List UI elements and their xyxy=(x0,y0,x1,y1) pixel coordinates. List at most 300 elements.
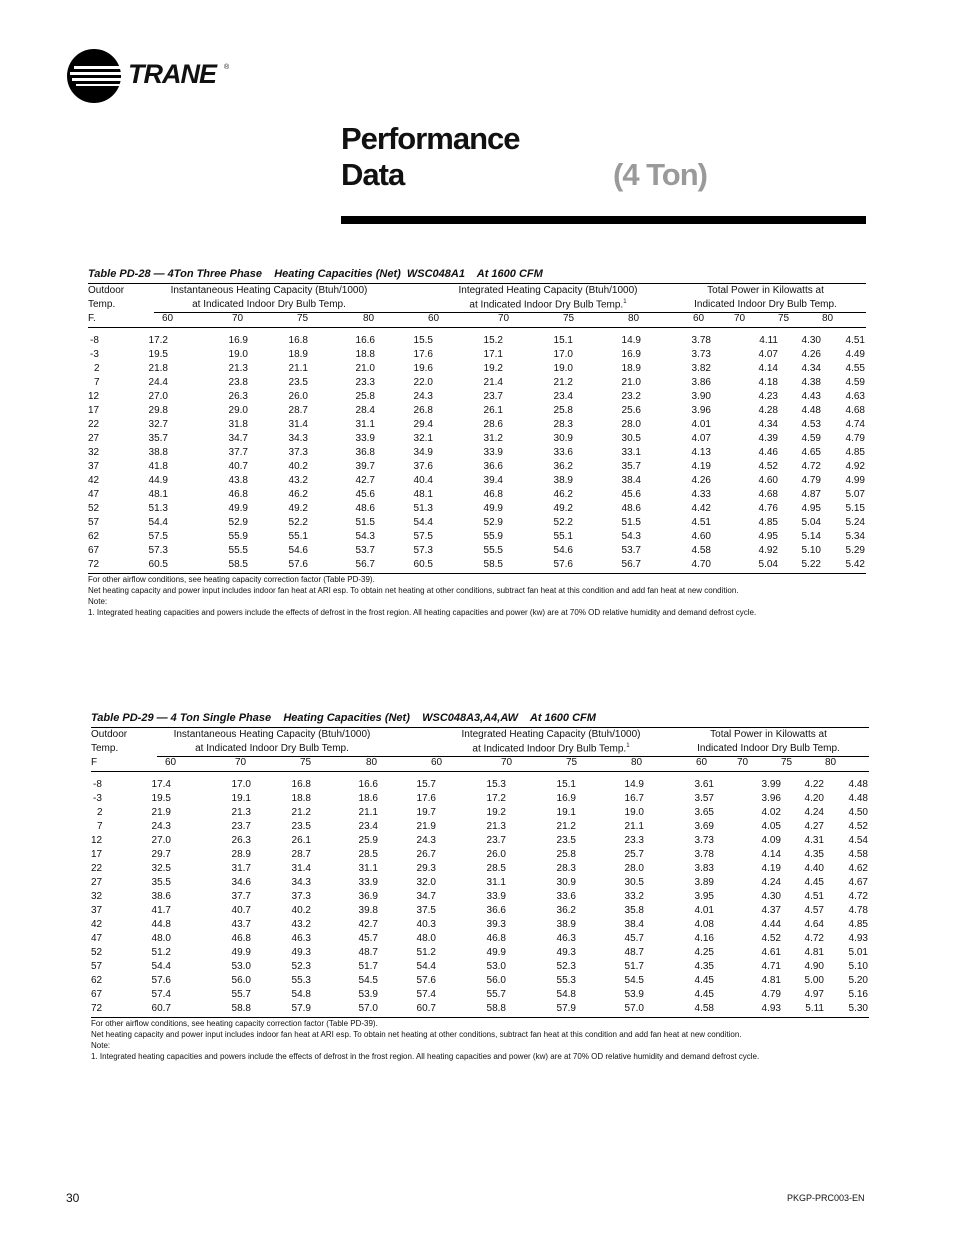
value-cell: 56.7 xyxy=(621,559,641,570)
value-cell: 21.4 xyxy=(483,377,503,388)
table-row xyxy=(88,335,866,349)
value-cell: 55.7 xyxy=(231,989,251,1000)
value-cell: 4.02 xyxy=(761,807,781,818)
value-cell: 54.6 xyxy=(288,545,308,556)
value-cell: 4.52 xyxy=(758,461,778,472)
value-cell: 28.0 xyxy=(624,863,644,874)
value-cell: 28.0 xyxy=(621,419,641,430)
value-cell: 16.9 xyxy=(556,793,576,804)
value-cell: 23.5 xyxy=(291,821,311,832)
value-cell: 46.8 xyxy=(486,933,506,944)
value-cell: 41.8 xyxy=(148,461,168,472)
table-header xyxy=(88,283,866,328)
table-row xyxy=(91,961,869,975)
value-cell: 5.11 xyxy=(805,1003,824,1014)
value-cell: 25.7 xyxy=(624,849,644,860)
value-cell: 18.8 xyxy=(355,349,375,360)
value-cell: 4.42 xyxy=(691,503,711,514)
note-line: Net heating capacity and power input includes indoor fan heat at ARI esp. To obtain net heating at other conditions, subtract fan heat at this condition and add fan heat at new condition. xyxy=(88,586,739,595)
group-header-line1: Instantaneous Heating Capacity (Btuh/1000) xyxy=(173,729,371,740)
value-cell: 17.4 xyxy=(151,779,171,790)
value-cell: 46.8 xyxy=(483,489,503,500)
value-cell: 57.9 xyxy=(291,1003,311,1014)
value-cell: 51.2 xyxy=(151,947,171,958)
value-cell: 27.0 xyxy=(148,391,168,402)
outdoor-temp-cell: 32 xyxy=(91,891,103,902)
table-row xyxy=(88,447,866,461)
value-cell: 51.3 xyxy=(413,503,433,514)
value-cell: 44.8 xyxy=(151,919,171,930)
title-line-1: Performance xyxy=(341,121,520,156)
value-cell: 57.6 xyxy=(288,559,308,570)
value-cell: 4.67 xyxy=(848,877,868,888)
value-cell: 5.42 xyxy=(845,559,865,570)
value-cell: 49.9 xyxy=(483,503,503,514)
sub-temp-header: 60 xyxy=(431,757,443,768)
value-cell: 19.0 xyxy=(624,807,644,818)
value-cell: 4.52 xyxy=(848,821,868,832)
value-cell: 35.7 xyxy=(621,461,641,472)
table-row xyxy=(88,545,866,559)
value-cell: 37.3 xyxy=(291,891,311,902)
value-cell: 33.9 xyxy=(483,447,503,458)
value-cell: 42.7 xyxy=(358,919,378,930)
outdoor-temp-cell: 47 xyxy=(91,933,103,944)
value-cell: 4.63 xyxy=(845,391,865,402)
value-cell: 4.26 xyxy=(801,349,821,360)
value-cell: 23.7 xyxy=(483,391,503,402)
value-cell: 5.14 xyxy=(801,531,821,542)
value-cell: 49.9 xyxy=(486,947,506,958)
value-cell: 21.2 xyxy=(556,821,576,832)
value-cell: 33.1 xyxy=(621,447,641,458)
value-cell: 16.8 xyxy=(291,779,311,790)
sub-temp-header: 80 xyxy=(363,313,375,324)
value-cell: 44.9 xyxy=(148,475,168,486)
group-header-line2 xyxy=(436,743,666,754)
value-cell: 15.5 xyxy=(413,335,433,346)
table-row xyxy=(88,517,866,531)
sub-temp-header: 60 xyxy=(428,313,440,324)
value-cell: 46.8 xyxy=(231,933,251,944)
value-cell: 4.78 xyxy=(848,905,868,916)
value-cell: 26.1 xyxy=(291,835,311,846)
value-cell: 34.7 xyxy=(228,433,248,444)
value-cell: 51.5 xyxy=(355,517,375,528)
value-cell: 3.83 xyxy=(694,863,714,874)
value-cell: 49.3 xyxy=(291,947,311,958)
value-cell: 4.74 xyxy=(845,419,865,430)
value-cell: 54.4 xyxy=(416,961,436,972)
outdoor-temp-cell: 52 xyxy=(91,947,103,958)
outdoor-temp-cell: 42 xyxy=(91,919,103,930)
temp-label: Temp. xyxy=(88,299,116,310)
value-cell: 19.0 xyxy=(228,349,248,360)
sub-temp-header: 80 xyxy=(631,757,643,768)
value-cell: 4.99 xyxy=(845,475,865,486)
value-cell: 23.7 xyxy=(231,821,251,832)
value-cell: 21.3 xyxy=(486,821,506,832)
value-cell: 4.11 xyxy=(759,335,778,346)
value-cell: 5.34 xyxy=(845,531,865,542)
sub-temp-header: 70 xyxy=(734,313,746,324)
group-header-line2 xyxy=(154,299,384,310)
value-cell: 40.7 xyxy=(228,461,248,472)
note-line: 1. Integrated heating capacities and powers include the effects of defrost in the frost region. All heating capacities and power (kw) are at 70% OD relative humidity and demand defrost cycle. xyxy=(88,608,757,617)
value-cell: 23.2 xyxy=(621,391,641,402)
value-cell: 49.3 xyxy=(556,947,576,958)
value-cell: 4.79 xyxy=(801,475,821,486)
table-caption: Table PD-29 — 4 Ton Single Phase Heating Capacities (Net) WSC048A3,A4,AW At 1600 CFM xyxy=(91,712,596,724)
value-cell: 25.9 xyxy=(358,835,378,846)
value-cell: 4.62 xyxy=(848,863,868,874)
table-row xyxy=(91,919,869,933)
outdoor-temp-cell: 72 xyxy=(88,559,100,570)
sub-temp-header: 75 xyxy=(778,313,790,324)
note-line: Net heating capacity and power input includes indoor fan heat at ARI esp. To obtain net heating at other conditions, subtract fan heat at this condition and add fan heat at new condition. xyxy=(91,1030,742,1039)
note-line: For other airflow conditions, see heating capacity correction factor (Table PD-39). xyxy=(91,1019,378,1028)
value-cell: 38.4 xyxy=(621,475,641,486)
value-cell: 3.96 xyxy=(691,405,711,416)
value-cell: 21.9 xyxy=(416,821,436,832)
value-cell: 16.9 xyxy=(228,335,248,346)
table-row xyxy=(88,433,866,447)
value-cell: 17.2 xyxy=(486,793,506,804)
table-row xyxy=(91,1003,869,1017)
value-cell: 46.2 xyxy=(288,489,308,500)
value-cell: 58.5 xyxy=(483,559,503,570)
value-cell: 23.4 xyxy=(358,821,378,832)
value-cell: 34.3 xyxy=(288,433,308,444)
value-cell: 4.85 xyxy=(845,447,865,458)
value-cell: 19.1 xyxy=(556,807,576,818)
value-cell: 51.3 xyxy=(148,503,168,514)
value-cell: 57.4 xyxy=(416,989,436,1000)
value-cell: 33.9 xyxy=(358,877,378,888)
value-cell: 33.9 xyxy=(486,891,506,902)
value-cell: 3.61 xyxy=(694,779,714,790)
group-header-line1: Integrated Heating Capacity (Btuh/1000) xyxy=(458,285,638,296)
value-cell: 4.59 xyxy=(801,433,821,444)
value-cell: 52.3 xyxy=(556,961,576,972)
value-cell: 4.07 xyxy=(691,433,711,444)
value-cell: 45.6 xyxy=(621,489,641,500)
page-subtitle: (4 Ton) xyxy=(613,157,708,192)
group-header-line2 xyxy=(433,299,663,310)
value-cell: 48.7 xyxy=(624,947,644,958)
value-cell: 4.48 xyxy=(848,793,868,804)
value-cell: 4.07 xyxy=(758,349,778,360)
table-row xyxy=(88,531,866,545)
value-cell: 4.22 xyxy=(804,779,824,790)
value-cell: 36.6 xyxy=(483,461,503,472)
outdoor-temp-cell: 57 xyxy=(88,517,100,528)
value-cell: 4.09 xyxy=(761,835,781,846)
value-cell: 4.48 xyxy=(801,405,821,416)
value-cell: 4.60 xyxy=(758,475,778,486)
value-cell: 21.3 xyxy=(231,807,251,818)
value-cell: 18.6 xyxy=(358,793,378,804)
value-cell: 5.01 xyxy=(848,947,868,958)
unit-label: F xyxy=(91,757,98,768)
value-cell: 4.24 xyxy=(761,877,781,888)
value-cell: 28.6 xyxy=(483,419,503,430)
value-cell: 15.1 xyxy=(556,779,576,790)
value-cell: 4.97 xyxy=(804,989,824,1000)
value-cell: 4.85 xyxy=(848,919,868,930)
value-cell: 39.8 xyxy=(358,905,378,916)
value-cell: 4.45 xyxy=(804,877,824,888)
value-cell: 57.0 xyxy=(624,1003,644,1014)
outdoor-temp-cell: 12 xyxy=(88,391,100,402)
table-body xyxy=(88,335,866,573)
value-cell: 4.51 xyxy=(804,891,824,902)
value-cell: 4.95 xyxy=(801,503,821,514)
value-cell: 19.0 xyxy=(553,363,573,374)
sub-temp-header: 75 xyxy=(297,313,309,324)
value-cell: 57.6 xyxy=(553,559,573,570)
title-line-2: Data xyxy=(341,157,405,192)
group-header-line2-text: at Indicated Indoor Dry Bulb Temp. xyxy=(195,743,349,754)
value-cell: 21.0 xyxy=(355,363,375,374)
value-cell: 5.30 xyxy=(848,1003,868,1014)
value-cell: 4.35 xyxy=(694,961,714,972)
value-cell: 23.7 xyxy=(486,835,506,846)
value-cell: 21.1 xyxy=(288,363,308,374)
value-cell: 48.0 xyxy=(151,933,171,944)
value-cell: 54.4 xyxy=(148,517,168,528)
value-cell: 48.1 xyxy=(413,489,433,500)
sub-temp-header: 70 xyxy=(737,757,749,768)
value-cell: 56.7 xyxy=(355,559,375,570)
group-header-line2-text: at Indicated Indoor Dry Bulb Temp. xyxy=(469,299,624,311)
value-cell: 21.0 xyxy=(621,377,641,388)
value-cell: 60.7 xyxy=(416,1003,436,1014)
table-row xyxy=(88,363,866,377)
outdoor-temp-cell: 72 xyxy=(91,1003,103,1014)
value-cell: 40.2 xyxy=(291,905,311,916)
value-cell: 37.3 xyxy=(288,447,308,458)
value-cell: 23.3 xyxy=(624,835,644,846)
value-cell: 46.8 xyxy=(228,489,248,500)
value-cell: 32.1 xyxy=(413,433,433,444)
note-line: For other airflow conditions, see heating capacity correction factor (Table PD-39). xyxy=(88,575,375,584)
value-cell: 45.7 xyxy=(624,933,644,944)
value-cell: 26.0 xyxy=(288,391,308,402)
value-cell: 4.65 xyxy=(801,447,821,458)
value-cell: 18.9 xyxy=(621,363,641,374)
value-cell: 37.5 xyxy=(416,905,436,916)
value-cell: 24.3 xyxy=(151,821,171,832)
table-row xyxy=(88,377,866,391)
value-cell: 35.5 xyxy=(151,877,171,888)
value-cell: 33.6 xyxy=(553,447,573,458)
value-cell: 27.0 xyxy=(151,835,171,846)
value-cell: 29.0 xyxy=(228,405,248,416)
value-cell: 31.8 xyxy=(228,419,248,430)
group-header-line2-text: Indicated Indoor Dry Bulb Temp. xyxy=(694,299,837,310)
value-cell: 49.2 xyxy=(288,503,308,514)
outdoor-temp-cell: 2 xyxy=(97,807,103,818)
value-cell: 3.78 xyxy=(694,849,714,860)
outdoor-temp-cell: 37 xyxy=(91,905,103,916)
outdoor-label: Outdoor xyxy=(91,729,128,740)
value-cell: 46.2 xyxy=(553,489,573,500)
table-row xyxy=(91,849,869,863)
outdoor-temp-cell: 42 xyxy=(88,475,100,486)
value-cell: 56.0 xyxy=(231,975,251,986)
value-cell: 3.73 xyxy=(694,835,714,846)
value-cell: 4.68 xyxy=(845,405,865,416)
outdoor-temp-cell: -3 xyxy=(93,793,102,804)
sub-temp-header: 70 xyxy=(498,313,510,324)
value-cell: 4.14 xyxy=(761,849,781,860)
value-cell: 4.93 xyxy=(761,1003,781,1014)
value-cell: 37.6 xyxy=(413,461,433,472)
value-cell: 4.39 xyxy=(758,433,778,444)
doc-code: PKGP-PRC003-EN xyxy=(787,1193,865,1203)
value-cell: 24.4 xyxy=(148,377,168,388)
value-cell: 25.8 xyxy=(553,405,573,416)
value-cell: 4.23 xyxy=(758,391,778,402)
value-cell: 55.9 xyxy=(228,531,248,542)
page-title xyxy=(341,121,520,193)
header-rule xyxy=(157,756,869,757)
value-cell: 30.5 xyxy=(624,877,644,888)
value-cell: 53.9 xyxy=(624,989,644,1000)
value-cell: 4.50 xyxy=(848,807,868,818)
value-cell: 4.90 xyxy=(804,961,824,972)
value-cell: 4.46 xyxy=(758,447,778,458)
value-cell: 3.65 xyxy=(694,807,714,818)
table-pd-28 xyxy=(88,268,866,618)
table-caption: Table PD-28 — 4Ton Three Phase Heating Capacities (Net) WSC048A1 At 1600 CFM xyxy=(88,268,543,280)
value-cell: 4.92 xyxy=(845,461,865,472)
value-cell: 4.01 xyxy=(694,905,714,916)
table-body xyxy=(91,779,869,1017)
value-cell: 54.3 xyxy=(355,531,375,542)
value-cell: 3.95 xyxy=(694,891,714,902)
page-number: 30 xyxy=(66,1191,80,1205)
value-cell: 46.3 xyxy=(556,933,576,944)
value-cell: 4.28 xyxy=(758,405,778,416)
value-cell: 49.9 xyxy=(231,947,251,958)
sub-temp-header: 60 xyxy=(696,757,708,768)
value-cell: 19.1 xyxy=(231,793,251,804)
value-cell: 23.3 xyxy=(355,377,375,388)
value-cell: 4.85 xyxy=(758,517,778,528)
outdoor-temp-cell: 22 xyxy=(88,419,100,430)
sub-temp-header: 75 xyxy=(566,757,578,768)
value-cell: 4.16 xyxy=(694,933,714,944)
value-cell: 55.9 xyxy=(483,531,503,542)
value-cell: 4.45 xyxy=(694,975,714,986)
value-cell: 51.7 xyxy=(358,961,378,972)
sub-temp-header: 70 xyxy=(501,757,513,768)
table-row xyxy=(91,947,869,961)
table-row xyxy=(91,891,869,905)
value-cell: 5.24 xyxy=(845,517,865,528)
value-cell: 55.3 xyxy=(291,975,311,986)
value-cell: 53.7 xyxy=(355,545,375,556)
group-header-line2-text: at Indicated Indoor Dry Bulb Temp. xyxy=(192,299,346,310)
outdoor-temp-cell: 62 xyxy=(91,975,103,986)
value-cell: 15.1 xyxy=(553,335,573,346)
value-cell: 4.61 xyxy=(761,947,781,958)
value-cell: 54.5 xyxy=(624,975,644,986)
value-cell: 40.2 xyxy=(288,461,308,472)
sub-temp-header: 75 xyxy=(563,313,575,324)
value-cell: 4.68 xyxy=(758,489,778,500)
value-cell: 51.5 xyxy=(621,517,641,528)
group-header-line2 xyxy=(157,743,387,754)
value-cell: 57.4 xyxy=(151,989,171,1000)
outdoor-temp-cell: 67 xyxy=(91,989,103,1000)
value-cell: 19.2 xyxy=(483,363,503,374)
sub-temp-header: 70 xyxy=(232,313,244,324)
table-row xyxy=(88,461,866,475)
value-cell: 23.4 xyxy=(553,391,573,402)
outdoor-temp-cell: 37 xyxy=(88,461,100,472)
value-cell: 4.18 xyxy=(758,377,778,388)
sub-temp-header: 70 xyxy=(235,757,247,768)
value-cell: 4.54 xyxy=(848,835,868,846)
value-cell: 31.7 xyxy=(231,863,251,874)
value-cell: 4.76 xyxy=(758,503,778,514)
sub-temp-header: 60 xyxy=(165,757,177,768)
value-cell: 54.4 xyxy=(413,517,433,528)
value-cell: 29.4 xyxy=(413,419,433,430)
table-row xyxy=(88,559,866,573)
value-cell: 48.7 xyxy=(358,947,378,958)
value-cell: 17.2 xyxy=(148,335,168,346)
value-cell: 43.7 xyxy=(231,919,251,930)
value-cell: 54.8 xyxy=(291,989,311,1000)
value-cell: 14.9 xyxy=(621,335,641,346)
value-cell: 4.64 xyxy=(804,919,824,930)
value-cell: 15.7 xyxy=(416,779,436,790)
value-cell: 34.3 xyxy=(291,877,311,888)
value-cell: 5.07 xyxy=(845,489,865,500)
value-cell: 3.82 xyxy=(691,363,711,374)
value-cell: 15.3 xyxy=(486,779,506,790)
value-cell: 43.8 xyxy=(228,475,248,486)
value-cell: 55.5 xyxy=(483,545,503,556)
value-cell: 60.7 xyxy=(151,1003,171,1014)
value-cell: 4.31 xyxy=(804,835,824,846)
value-cell: 43.2 xyxy=(288,475,308,486)
value-cell: 54.5 xyxy=(358,975,378,986)
table-row xyxy=(91,779,869,793)
value-cell: 3.73 xyxy=(691,349,711,360)
outdoor-temp-cell: 22 xyxy=(91,863,103,874)
outdoor-temp-cell: 62 xyxy=(88,531,100,542)
value-cell: 21.2 xyxy=(553,377,573,388)
value-cell: 57.3 xyxy=(148,545,168,556)
value-cell: 39.3 xyxy=(486,919,506,930)
value-cell: 4.14 xyxy=(758,363,778,374)
value-cell: 53.7 xyxy=(621,545,641,556)
value-cell: 39.7 xyxy=(355,461,375,472)
value-cell: 4.35 xyxy=(804,849,824,860)
value-cell: 34.6 xyxy=(231,877,251,888)
value-cell: 4.53 xyxy=(801,419,821,430)
value-cell: 55.7 xyxy=(486,989,506,1000)
value-cell: 4.71 xyxy=(761,961,781,972)
value-cell: 33.9 xyxy=(355,433,375,444)
value-cell: 57.6 xyxy=(416,975,436,986)
value-cell: 4.58 xyxy=(691,545,711,556)
